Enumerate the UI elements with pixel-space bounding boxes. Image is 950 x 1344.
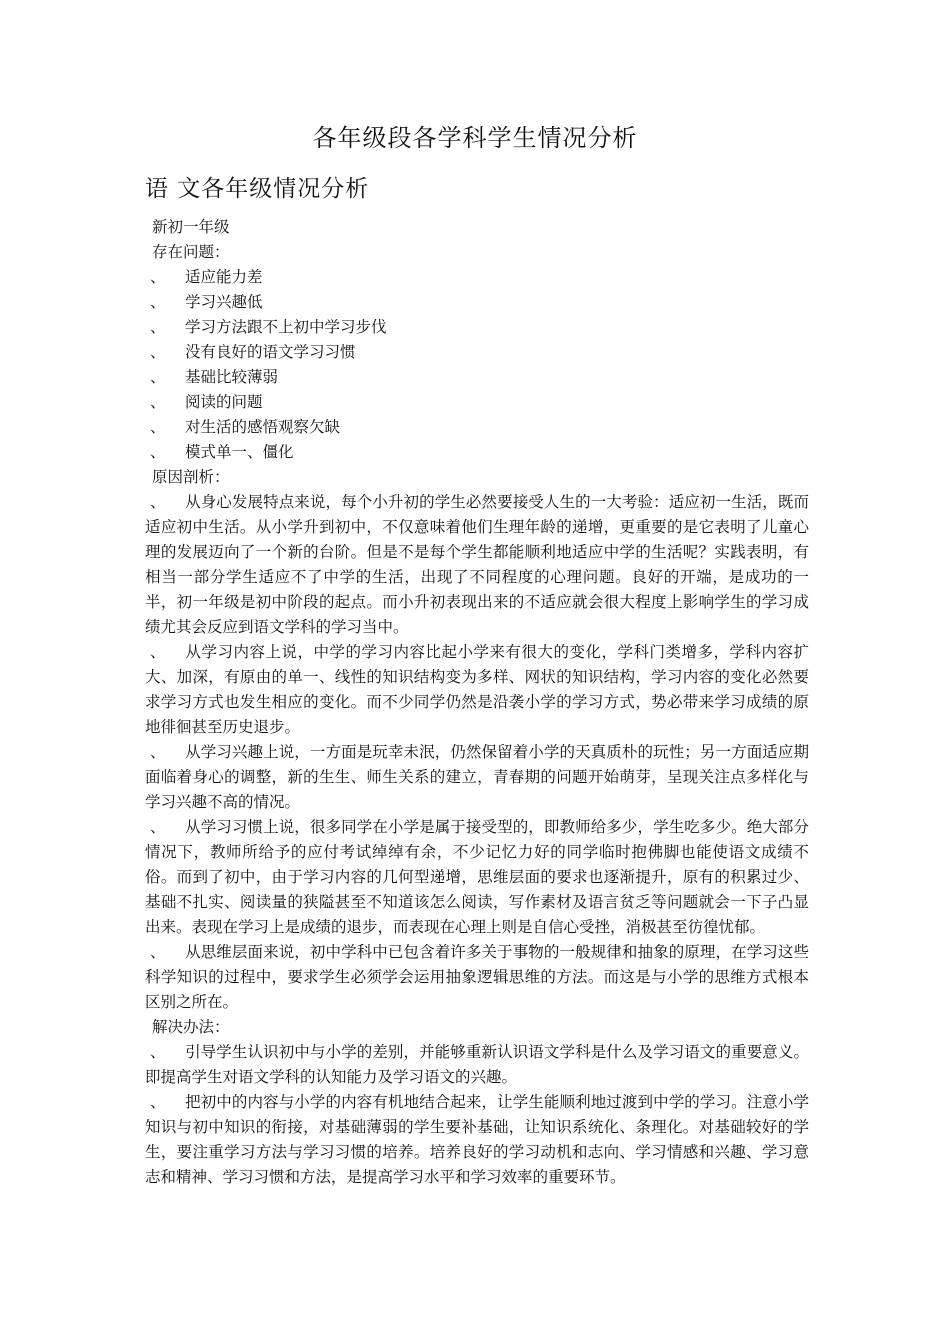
problem-item bbox=[145, 290, 809, 315]
list-marker: 、 bbox=[150, 393, 166, 411]
list-marker: 、 bbox=[150, 418, 166, 436]
problem-item bbox=[145, 265, 809, 290]
problem-item bbox=[145, 440, 809, 465]
problem-item-text: 学习方法跟不上初中学习步伐 bbox=[185, 318, 387, 336]
cause-paragraph-text: 从学习内容上说，中学的学习内容比起小学来有很大的变化，学科门类增多，学科内容扩大、加深，有原由的单一、线性的知识结构变为多样、网状的知识结构，学习内容的变化必然要求学习方式也发生相应的变化。而不少同学仍然是沿袭小学的学习方式，势必带来学习成绩的原地徘徊甚至历史退步。 bbox=[145, 643, 809, 736]
problem-item-text: 适应能力差 bbox=[185, 268, 263, 286]
list-marker: 、 bbox=[150, 818, 166, 836]
problems-list bbox=[145, 265, 809, 465]
solution-paragraph-text: 把初中的内容与小学的内容有机地结合起来，让学生能顺利地过渡到中学的学习。注意小学知识与初中知识的衔接，对基础薄弱的学生要补基础，让知识系统化、条理化。对基础较好的学生，要注重学习方法与学习习惯的培养。培养良好的学习动机和志向、学习情感和兴趣、学习意志和精神、学习习惯和方法，是提高学习水平和学习效率的重要环节。 bbox=[145, 1093, 809, 1186]
problem-item-text: 学习兴趣低 bbox=[185, 293, 263, 311]
problem-item-text: 基础比较薄弱 bbox=[185, 368, 279, 386]
cause-paragraph bbox=[145, 490, 809, 640]
solution-paragraph-text: 引导学生认识初中与小学的差别，并能够重新认识语文学科是什么及学习语文的重要意义。即提高学生对语文学科的认知能力及学习语文的兴趣。 bbox=[145, 1043, 809, 1086]
solution-paragraph bbox=[145, 1040, 809, 1090]
cause-paragraph-text: 从思维层面来说，初中学科中已包含着许多关于事物的一般规律和抽象的原理，在学习这些科学知识的过程中，要求学生必须学会运用抽象逻辑思维的方法。而这是与小学的思维方式根本区别之所在。 bbox=[145, 943, 809, 1011]
cause-paragraph bbox=[145, 940, 809, 1015]
cause-paragraph-text: 从学习习惯上说，很多同学在小学是属于接受型的，即教师给多少，学生吃多少。绝大部分情况下，教师所给予的应付考试绰绰有余，不少记忆力好的同学临时抱佛脚也能使语文成绩不俗。而到了初中，由于学习内容的几何型递增，思维层面的要求也逐渐提升，原有的积累过少、基础不扎实、阅读量的狭隘甚至不知道该怎么阅读，写作素材及语言贫乏等问题就会一下子凸显出来。表现在学习上是成绩的退步，而表现在心理上则是自信心受挫，消极甚至彷徨忧郁。 bbox=[145, 818, 809, 936]
solutions-label: 解决办法： bbox=[152, 1018, 230, 1036]
causes-list bbox=[145, 490, 809, 1015]
cause-paragraph bbox=[145, 640, 809, 740]
list-marker: 、 bbox=[150, 943, 166, 961]
problem-item bbox=[145, 365, 809, 390]
cause-paragraph-text: 从学习兴趣上说，一方面是玩幸未泯，仍然保留着小学的天真质朴的玩性；另一方面适应期面临着身心的调整，新的生生、师生关系的建立，青春期的问题开始萌芽，呈现关注点多样化与学习兴趣不高的情况。 bbox=[145, 743, 809, 811]
problem-item-text: 没有良好的语文学习习惯 bbox=[185, 343, 356, 361]
subject-heading: 语 文各年级情况分析 bbox=[145, 176, 370, 202]
problem-item bbox=[145, 415, 809, 440]
cause-paragraph bbox=[145, 740, 809, 815]
problem-item bbox=[145, 340, 809, 365]
solutions-list bbox=[145, 1040, 809, 1190]
list-marker: 、 bbox=[150, 343, 166, 361]
document-title: 各年级段各学科学生情况分析 bbox=[312, 124, 638, 152]
list-marker: 、 bbox=[150, 1043, 166, 1061]
cause-paragraph-text: 从身心发展特点来说，每个小升初的学生必然要接受人生的一大考验：适应初一生活，既而适应初中生活。从小学升到初中，不仅意味着他们生理年龄的递增，更重要的是它表明了儿童心理的发展迈向了一个新的台阶。但是不是每个学生都能顺利地适应中学的生活呢？实践表明，有相当一部分学生适应不了中学的生活，出现了不同程度的心理问题。良好的开端，是成功的一半，初一年级是初中阶段的起点。而小升初表现出来的不适应就会很大程度上影响学生的学习成绩尤其会反应到语文学科的学习当中。 bbox=[145, 493, 809, 636]
list-marker: 、 bbox=[150, 293, 166, 311]
list-marker: 、 bbox=[150, 493, 166, 511]
list-marker: 、 bbox=[150, 743, 166, 761]
list-marker: 、 bbox=[150, 643, 166, 661]
document-body bbox=[145, 215, 809, 1190]
problems-label: 存在问题： bbox=[152, 243, 230, 261]
list-marker: 、 bbox=[150, 368, 166, 386]
list-marker: 、 bbox=[150, 318, 166, 336]
grade-label: 新初一年级 bbox=[152, 218, 230, 236]
list-marker: 、 bbox=[150, 443, 166, 461]
list-marker: 、 bbox=[150, 1093, 166, 1111]
solution-paragraph bbox=[145, 1090, 809, 1190]
list-marker: 、 bbox=[150, 268, 166, 286]
causes-label: 原因剖析： bbox=[152, 468, 230, 486]
problem-item bbox=[145, 390, 809, 415]
problem-item bbox=[145, 315, 809, 340]
problem-item-text: 阅读的问题 bbox=[185, 393, 263, 411]
problem-item-text: 模式单一、僵化 bbox=[185, 443, 294, 461]
problem-item-text: 对生活的感悟观察欠缺 bbox=[185, 418, 341, 436]
cause-paragraph bbox=[145, 815, 809, 940]
